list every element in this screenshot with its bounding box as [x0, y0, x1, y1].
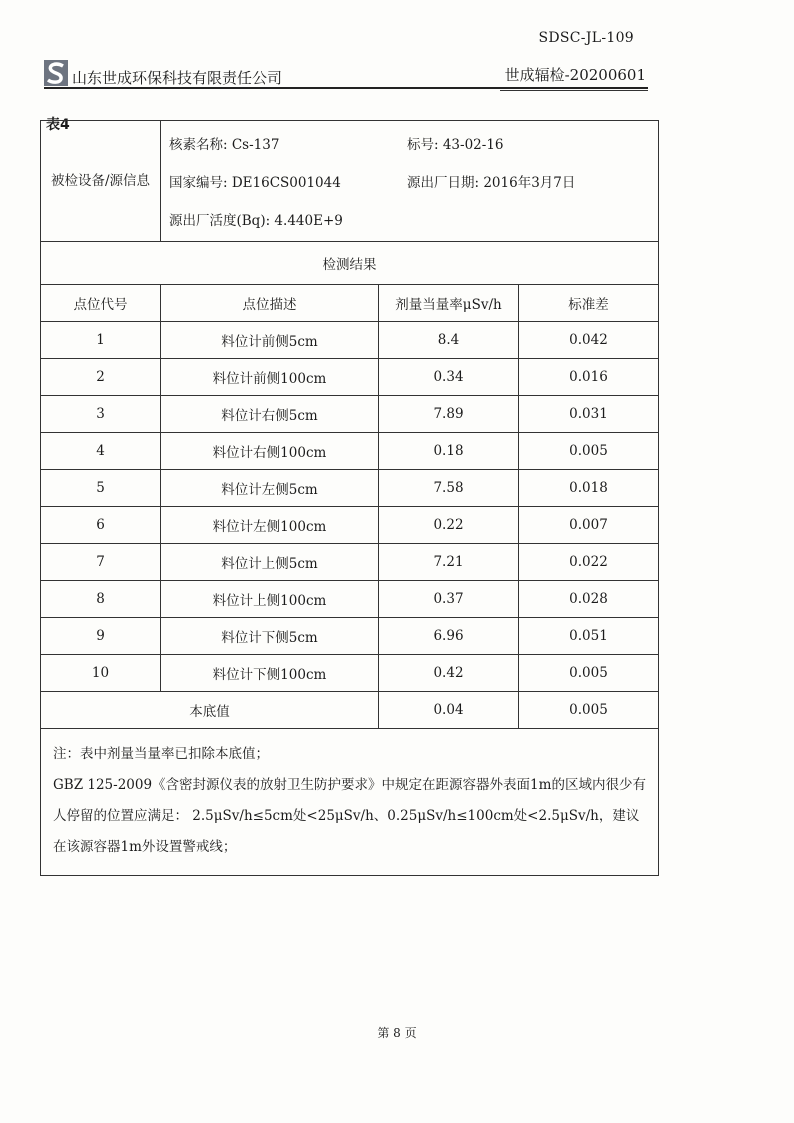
point-id: 3	[41, 396, 161, 433]
dose-rate: 0.34	[379, 359, 519, 396]
national-number: 国家编号: DE16CS001044	[169, 175, 341, 191]
results-table	[40, 120, 659, 876]
point-id: 5	[41, 470, 161, 507]
table-row	[41, 396, 659, 433]
factory-date: 源出厂日期: 2016年3月7日	[407, 175, 576, 191]
table-row	[41, 544, 659, 581]
source-info-label: 被检设备/源信息	[41, 121, 161, 242]
point-id: 9	[41, 618, 161, 655]
table-row	[41, 433, 659, 470]
std-dev: 0.016	[519, 359, 659, 396]
table-row	[41, 507, 659, 544]
point-description: 料位计前侧5cm	[161, 322, 379, 359]
col-header-dose-rate: 剂量当量率μSv/h	[379, 285, 519, 322]
std-dev: 0.042	[519, 322, 659, 359]
std-dev: 0.018	[519, 470, 659, 507]
nuclide-name: 核素名称: Cs-137	[169, 137, 280, 153]
header-rule-thin	[500, 90, 648, 91]
notes-row	[41, 729, 659, 876]
dose-rate: 7.58	[379, 470, 519, 507]
dose-rate: 7.89	[379, 396, 519, 433]
point-description: 料位计左侧5cm	[161, 470, 379, 507]
table-row	[41, 470, 659, 507]
source-info-details	[161, 121, 659, 242]
background-row	[41, 692, 659, 729]
dose-rate: 0.22	[379, 507, 519, 544]
background-label: 本底值	[41, 692, 379, 729]
table-row	[41, 322, 659, 359]
point-description: 料位计左侧100cm	[161, 507, 379, 544]
std-dev: 0.005	[519, 655, 659, 692]
header-rule	[44, 87, 648, 89]
col-header-std-dev: 标准差	[519, 285, 659, 322]
dose-rate: 0.18	[379, 433, 519, 470]
report-reference: 世成辐检-20200601	[504, 66, 646, 84]
results-sheet	[40, 120, 658, 876]
table-row	[41, 359, 659, 396]
std-dev: 0.028	[519, 581, 659, 618]
table-row	[41, 618, 659, 655]
col-header-description: 点位描述	[161, 285, 379, 322]
std-dev: 0.031	[519, 396, 659, 433]
note-line-1: 注：表中剂量当量率已扣除本底值；	[53, 746, 269, 762]
results-title: 检测结果	[41, 242, 659, 285]
point-id: 2	[41, 359, 161, 396]
doc-number: SDSC-JL-109	[538, 30, 634, 46]
source-info-row	[41, 121, 659, 242]
dose-rate: 0.42	[379, 655, 519, 692]
point-id: 6	[41, 507, 161, 544]
dose-rate: 6.96	[379, 618, 519, 655]
col-header-point-id: 点位代号	[41, 285, 161, 322]
dose-rate: 0.37	[379, 581, 519, 618]
point-description: 料位计上侧5cm	[161, 544, 379, 581]
table-caption: 表4	[46, 117, 70, 133]
point-description: 料位计右侧100cm	[161, 433, 379, 470]
std-dev: 0.022	[519, 544, 659, 581]
point-id: 10	[41, 655, 161, 692]
point-id: 1	[41, 322, 161, 359]
table-header-row	[41, 285, 659, 322]
point-description: 料位计右侧5cm	[161, 396, 379, 433]
company-logo-icon	[44, 60, 68, 86]
point-id: 4	[41, 433, 161, 470]
point-description: 料位计下侧100cm	[161, 655, 379, 692]
notes-cell	[41, 729, 659, 876]
factory-activity: 源出厂活度(Bq): 4.440E+9	[169, 213, 343, 229]
point-description: 料位计前侧100cm	[161, 359, 379, 396]
dose-rate: 7.21	[379, 544, 519, 581]
table-row	[41, 655, 659, 692]
std-dev: 0.007	[519, 507, 659, 544]
background-std-dev: 0.005	[519, 692, 659, 729]
point-id: 7	[41, 544, 161, 581]
std-dev: 0.005	[519, 433, 659, 470]
std-dev: 0.051	[519, 618, 659, 655]
dose-rate: 8.4	[379, 322, 519, 359]
company-name: 山东世成环保科技有限责任公司	[72, 69, 283, 87]
point-id: 8	[41, 581, 161, 618]
background-dose-rate: 0.04	[379, 692, 519, 729]
point-description: 料位计下侧5cm	[161, 618, 379, 655]
note-line-2: GBZ 125-2009《含密封源仪表的放射卫生防护要求》中规定在距源容器外表面1m的区域内很少有人停留的位置应满足： 2.5μSv/h≤5cm处<25μSv/h、0.25μSv/h≤100cm处<2.5μSv/h，建议在该源容器1m外设置警戒线；	[53, 777, 646, 855]
point-description: 料位计上侧100cm	[161, 581, 379, 618]
page-number: 第 8 页	[377, 1026, 417, 1040]
table-row	[41, 581, 659, 618]
source-mark: 标号: 43-02-16	[407, 137, 504, 153]
